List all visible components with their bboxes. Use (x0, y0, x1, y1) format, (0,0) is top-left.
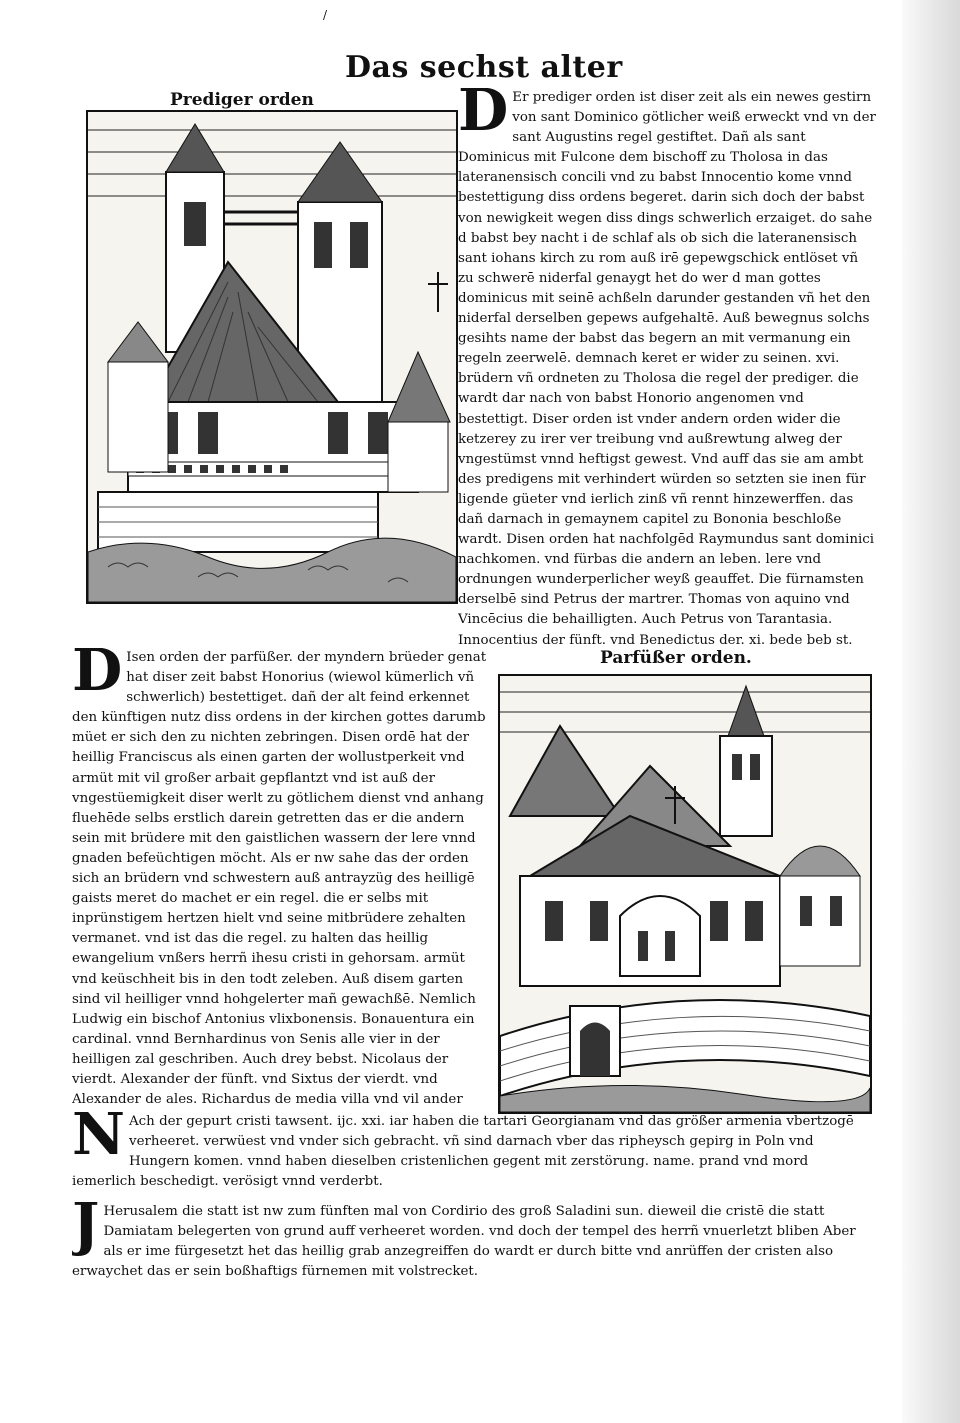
drop-cap-parfusser: D (72, 648, 123, 704)
text-block-jerusalem (72, 1202, 872, 1292)
page-edge-shadow (902, 0, 960, 1423)
drop-cap-jerusalem: J (72, 1202, 100, 1258)
paragraph-parfusser: Isen orden der parfüßer. der myndern brüeder genat hat diser zeit babst Honorius (wiewol kümerlich vñ schwerlich) bestettiget. dañ der alt feind erkennet den künftigen nutz diss ordens in der kirchen gottes darumb müet er sich den zu nichten zebringen. Disen ordē hat der heillig Franciscus als einen garten der wollustperkeit vnd armüt mit vil großer arbait gepflantzt vnd ist auß der vngestüemigkeit diser werlt zu götlichem dienst vnd anhang fluehēde selbs erstlich darein getretten das er die andern sein mit brüdere mit den gaistlichen wassern der lere vnnd gnaden befeüchtigen möcht. Als er nw sahe das der orden sich an brüdern vnd schwestern auß antrayzüg des heilligē gaists meret do machet er ein regel. die er selbs mit inprünstigem hertzen hielt vnd seine mitbrüdere zehalten vermanet. vnd ist das die regel. zu halten das heillig ewangelium vnßers herrñ ihesu cristi in gehorsam. armüt vnd keüschheit bis in den todt zeleben. Auß disem garten sind vil heilliger vnnd hohgelerter mañ gewachßē. Nemlich Ludwig ein bischof Antonius vlixbonensis. Bonauentura ein cardinal. vnnd Bernhardinus von Senis alle vier in der heilligen zal geschriben. Auch drey bebst. Nicolaus der vierdt. Alexander der fünft. vnd Sixtus der vierdt. vnd Alexander de ales. Richardus de media villa vnd vil ander (72, 650, 487, 1108)
woodcut-caption-prediger: Prediger orden (170, 90, 314, 110)
woodcut-caption-parfusser: Parfüßer orden. (600, 648, 752, 668)
paragraph-prediger: Er prediger orden ist diser zeit als ein newes gestirn von sant Dominico götlicher weiß erweckt vnd vn der sant Augustins regel gestiftet. Dañ als sant Dominicus mit Fulcone dem bischoff zu Tholosa in das lateranensisch concili vnd zu babst Innocentio kome vnnd bestettigung diss ordens begeret. darin sich doch der babst von newigkeit wegen diss dings schwerlich erzaiget. do sahe d babst bey nacht i de schlaf als ob sich die lateranensisch sant iohans kirch zu rom auß irē gepewgschick entlöset vñ zu schwerē niderfal genaygt het do wer d man gottes dominicus mit seinē achßeln darunder gestanden vñ het den niderfal derselben gepews aufgehaltē. Auß bewegnus solchs gesihts name der babst das begern an mit vermanung ein regeln zeerwelē. demnach keret er wider zu seinen. xvi. brüdern vñ ordneten zu Tholosa die regel der prediger. die wardt dar nach von babst Honorio angenomen vnd bestettigt. Diser orden ist vnder andern orden wider die ketzerey zu irer ver treibung vnd außrewtung alweg der vngestümst vnnd heftigst gewest. Vnd auff das sie am ambt des predigens mit verhindert würden so setzten sie inen für ligende güeter vnd ierlich zinß vñ rennt hinzewerffen. das dañ darnach in gemaynem capitel zu Bononia beschloße wardt. Disen orden hat nachfolgēd Raymundus sant dominici nachkomen. vnd fürbas die andern an leben. lere vnd ordnungen wunderperlicher weyß geauffet. Die fürnamsten derselbē sind Petrus der martrer. Thomas von aquino vnd Vincēcius die behailligten. Auch Petrus von Tarantasia. Innocentius der fünft. vnd Benedictus der. xi. bede beb st. (458, 90, 876, 648)
drop-cap-prediger: D (458, 88, 509, 144)
text-block-prediger (458, 88, 878, 648)
page-title: Das sechst alter (345, 50, 623, 85)
woodcut-prediger-orden (86, 110, 458, 604)
monastery-woodcut-illustration (500, 676, 870, 1112)
woodcut-parfusser-orden (498, 674, 872, 1114)
drop-cap-armenia: N (72, 1112, 126, 1168)
church-woodcut-illustration (88, 112, 456, 602)
paragraph-armenia: Ach der gepurt cristi tawsent. ijc. xxi. iar haben die tartari Georgianam vnd das größer armenia vbertzogē verheeret. verwüest vnd vnder sich gebracht. vñ sind darnach vber das ripheysch gepirg in Poln vnd Hungern komen. vnnd haben dieselben cristenlichen gegent mit zerstörung. name. prand vnd mord iemerlich beschedigt. verösigt vnnd verderbt. (72, 1114, 854, 1190)
paragraph-jerusalem: Herusalem die statt ist nw zum fünften mal von Cordirio des groß Saladini sun. dieweil die cristē die statt Damiatam belegerten von grund auff verheeret worden. vnd doch der tempel des herrñ vnuerletzt bliben Aber als er ime fürgesetzt het das heillig grab anzegreiffen do wardt er durch bitte vnd anrüffen der cristen also erwaychet das er sein boßhaftigs fürnemen mit volstrecket. (72, 1204, 856, 1280)
stray-mark: / (323, 8, 328, 22)
text-block-parfusser (72, 648, 492, 1108)
text-block-armenia (72, 1112, 872, 1200)
